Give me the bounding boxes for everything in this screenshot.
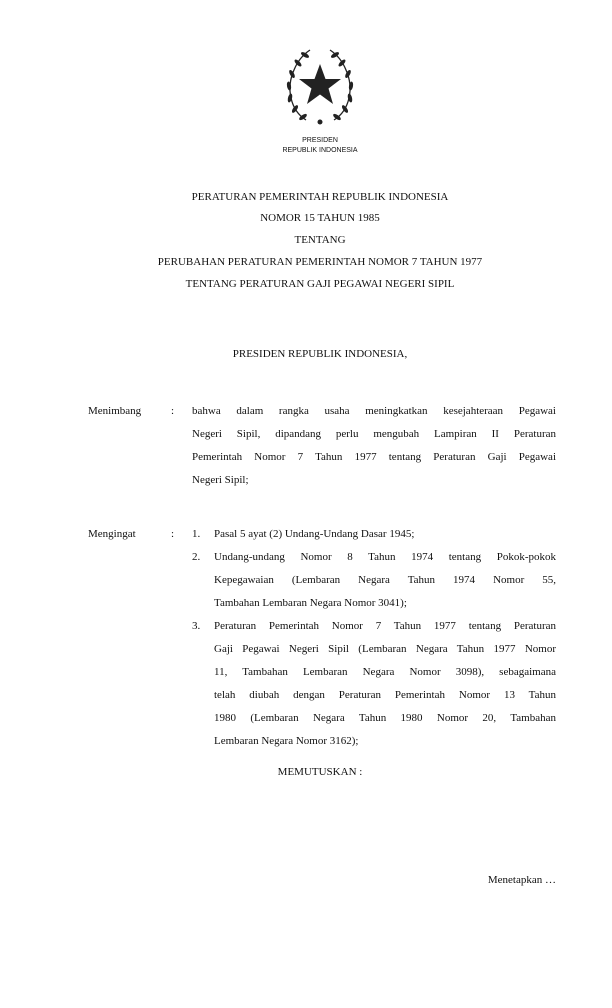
list-item-line: telah diubah dengan Peraturan Pemerintah Nomor 13 Tahun (214, 689, 556, 701)
list-item-line: Kepegawaian (Lembaran Negara Tahun 1974 Nomor 55, (214, 574, 556, 586)
list-item-line: Pasal 5 ayat (2) Undang-Undang Dasar 1945; (214, 528, 415, 540)
memutuskan-heading: MEMUTUSKAN : (277, 766, 363, 778)
letterhead-line2: REPUBLIK INDONESIA (282, 147, 358, 154)
list-number: 2. (192, 551, 201, 563)
title-line: NOMOR 15 TAHUN 1985 (260, 212, 380, 224)
menimbang-line: Negeri Sipil, dipandang perlu mengubah Lampiran II Peraturan (192, 428, 556, 440)
menimbang-line: Negeri Sipil; (192, 474, 249, 486)
list-item-line: 1980 (Lembaran Negara Tahun 1980 Nomor 20, Tambahan (214, 712, 556, 724)
list-item-line: Tambahan Lembaran Negara Nomor 3041); (214, 597, 407, 609)
title-line: PERATURAN PEMERINTAH REPUBLIK INDONESIA (191, 191, 449, 203)
title-line: PERUBAHAN PERATURAN PEMERINTAH NOMOR 7 TAHUN 1977 (157, 256, 483, 268)
list-item-line: Lembaran Negara Nomor 3162); (214, 735, 359, 747)
menimbang-colon: : (171, 405, 175, 417)
list-item-line: Undang-undang Nomor 8 Tahun 1974 tentang Pokok-pokok (214, 551, 556, 563)
continuation-note: Menetapkan … (487, 874, 556, 886)
list-item-line: 11, Tambahan Lembaran Negara Nomor 3098), sebagaimana (214, 666, 556, 678)
menimbang-label: Menimbang (88, 405, 142, 417)
mengingat-label: Mengingat (88, 528, 136, 540)
title-line: TENTANG PERATURAN GAJI PEGAWAI NEGERI SIPIL (185, 278, 455, 290)
issuer: PRESIDEN REPUBLIK INDONESIA, (232, 348, 408, 360)
garuda-emblem-icon (284, 44, 356, 130)
list-item-line: Peraturan Pemerintah Nomor 7 Tahun 1977 tentang Peraturan (214, 620, 556, 632)
list-item-line: Gaji Pegawai Negeri Sipil (Lembaran Negara Tahun 1977 Nomor (214, 643, 556, 655)
letterhead-line1: PRESIDEN (302, 137, 338, 144)
list-number: 1. (192, 528, 201, 540)
mengingat-colon: : (171, 528, 175, 540)
title-line: TENTANG (294, 234, 346, 246)
menimbang-line: Pemerintah Nomor 7 Tahun 1977 tentang Peraturan Gaji Pegawai (192, 451, 556, 463)
menimbang-line: bahwa dalam rangka usaha meningkatkan kesejahteraan Pegawai (192, 405, 556, 417)
list-number: 3. (192, 620, 201, 632)
